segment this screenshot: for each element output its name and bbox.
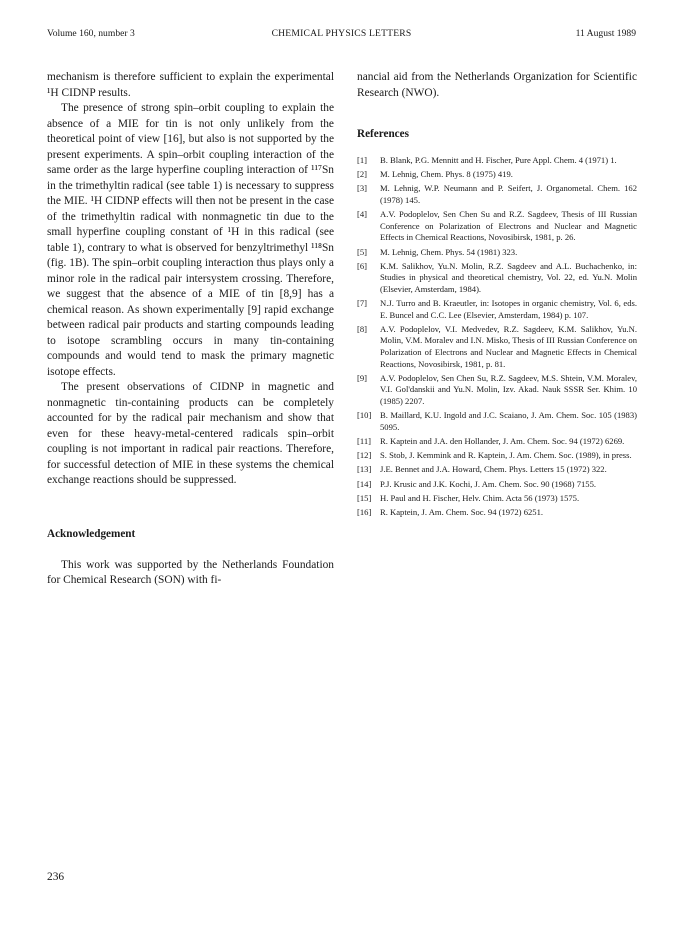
reference-number: [9] <box>357 372 368 383</box>
journal-title: CHEMICAL PHYSICS LETTERS <box>271 28 412 39</box>
reference-item <box>357 479 637 491</box>
reference-text: B. Maillard, K.U. Ingold and J.C. Scaiano, J. Am. Chem. Soc. 105 (1983) 5095. <box>380 410 637 432</box>
reference-number: [8] <box>357 323 368 334</box>
reference-number: [4] <box>357 209 368 220</box>
reference-number: [13] <box>357 464 372 475</box>
reference-number: [6] <box>357 260 368 271</box>
reference-item <box>357 261 637 296</box>
reference-number: [16] <box>357 506 372 517</box>
reference-text: M. Lehnig, Chem. Phys. 8 (1975) 419. <box>380 169 513 180</box>
reference-number: [14] <box>357 478 372 489</box>
body-paragraph: The present observations of CIDNP in magnetic and nonmagnetic tin-containing products can be completely accounted for by the radical pair mechanism and show that even for these heavy-metal-centered radicals spin–orbit coupling is not important in radical pair reactions. Therefore, for successful detection of MIE in these systems the chemical exchange reactions should be suppressed. <box>47 381 334 486</box>
reference-number: [2] <box>357 169 368 180</box>
reference-number: [11] <box>357 436 371 446</box>
reference-number: [15] <box>357 492 372 503</box>
page-number: 236 <box>47 871 65 883</box>
reference-item <box>357 436 637 448</box>
reference-item <box>357 209 637 244</box>
reference-number: [5] <box>357 246 368 257</box>
reference-number: [10] <box>357 410 372 421</box>
reference-text: P.J. Krusic and J.K. Kochi, J. Am. Chem. Soc. 90 (1968) 7155. <box>380 478 597 489</box>
reference-text: H. Paul and H. Fischer, Helv. Chim. Acta 56 (1973) 1575. <box>380 492 580 503</box>
reference-item <box>357 183 637 206</box>
reference-text: R. Kaptein and J.A. den Hollander, J. Am. Chem. Soc. 94 (1972) 6269. <box>380 436 625 446</box>
reference-item <box>357 169 637 181</box>
reference-text: M. Lehnig, Chem. Phys. 54 (1981) 323. <box>380 246 518 257</box>
issue-date: 11 August 1989 <box>575 28 636 39</box>
reference-text: K.M. Salikhov, Yu.N. Molin, R.Z. Sagdeev and A.L. Buchachenko, in: Studies in physical and theoretical chemistry, Vol. 22, ed. Yu.N. Molin (Elsevier, Amsterdam, 1984). <box>380 260 637 294</box>
reference-item <box>357 324 637 370</box>
reference-text: B. Blank, P.G. Mennitt and H. Fischer, Pure Appl. Chem. 4 (1971) 1. <box>380 155 617 165</box>
body-paragraph-continuation: nancial aid from the Netherlands Organization for Scientific Research (NWO). <box>357 71 637 99</box>
reference-text: A.V. Podoplelov, Sen Chen Su and R.Z. Sagdeev, Thesis of III Russian Conference on Polarization of Electrons and Nuclear and Magnetic Effects in Chemical Reactions, Novosibirsk, 1981, p. 26. <box>380 209 637 243</box>
reference-item <box>357 155 637 167</box>
body-paragraph: The presence of strong spin–orbit coupling to explain the absence of a MIE for tin is not only unlikely from the theoretical point of view [16], but also is not supported by the present experiments. A spin–orbit coupling interaction of the same order as the large hyperfine coupling interaction of ¹¹⁷Sn in the trimethyltin radical (see table 1) is necessary to suppress the MIE. ¹H CIDNP effects will then not be present in the case of the trimethyltin radical with nonmagnetic tin due to the small hyperfine coupling constant of ¹H in this radical (see table 1), contrary to what is observed for benzyltrimethyl ¹¹⁸Sn (fig. 1B). The spin–orbit coupling interaction thus plays only a minor role in the radical pair intersystem crossing. Therefore, we suggest that the absence of a MIE of tin [8,9] has a chemical reason. As shown experimentally [9] rapid exchange between radical pair products and starting compounds leading to isotope scrambling occurs in many tin-containing compounds and would tend to mask the primary magnetic isotope effects. <box>47 102 334 378</box>
right-column <box>357 70 637 521</box>
reference-text: A.V. Podoplelov, V.I. Medvedev, R.Z. Sagdeev, K.M. Salikhov, Yu.N. Molin, V.M. Moralev and I.N. Misko, Thesis of III Russian Conference on Polarization of Electrons and Nuclear and Magnetic Effects in Chemical Reactions, Novosibirsk, 1981, p. 81. <box>380 323 637 369</box>
volume-info: Volume 160, number 3 <box>47 28 135 39</box>
reference-text: R. Kaptein, J. Am. Chem. Soc. 94 (1972) 6251. <box>380 506 544 517</box>
reference-number: [7] <box>357 298 368 309</box>
body-paragraph: mechanism is therefore sufficient to explain the experimental ¹H CIDNP results. <box>47 71 334 99</box>
left-column <box>47 70 334 589</box>
reference-item <box>357 298 637 321</box>
reference-item <box>357 410 637 433</box>
reference-text: J.E. Bennet and J.A. Howard, Chem. Phys. Letters 15 (1972) 322. <box>380 464 607 475</box>
reference-text: M. Lehnig, W.P. Neumann and P. Seifert, J. Organometal. Chem. 162 (1978) 145. <box>380 183 637 205</box>
reference-text: N.J. Turro and B. Kraeutler, in: Isotopes in organic chemistry, Vol. 6, eds. E. Buncel and C.C. Lee (Elsevier, Amsterdam, 1984) p. 107. <box>380 298 637 320</box>
reference-item <box>357 247 637 259</box>
reference-number: [3] <box>357 183 368 194</box>
reference-text: A.V. Podoplelov, Sen Chen Su, R.Z. Sagdeev, M.S. Shtein, V.M. Moralev, V.I. Gol'danskii and Yu.N. Molin, Izv. Akad. Nauk SSSR Ser. Khim. 10 (1985) 2207. <box>380 372 637 407</box>
references-heading: References <box>357 128 409 140</box>
acknowledgement-heading: Acknowledgement <box>47 527 136 540</box>
reference-item <box>357 464 637 476</box>
reference-item <box>357 507 637 519</box>
reference-item <box>357 493 637 505</box>
reference-item <box>357 373 637 408</box>
running-head <box>47 27 636 41</box>
reference-list <box>357 155 637 519</box>
acknowledgement-text: This work was supported by the Netherlands Foundation for Chemical Research (SON) with fi- <box>47 558 334 586</box>
reference-number: [1] <box>357 155 368 165</box>
reference-item <box>357 450 637 462</box>
reference-number: [12] <box>357 450 372 461</box>
reference-text: S. Stob, J. Kemmink and R. Kaptein, J. Am. Chem. Soc. (1989), in press. <box>380 450 632 461</box>
